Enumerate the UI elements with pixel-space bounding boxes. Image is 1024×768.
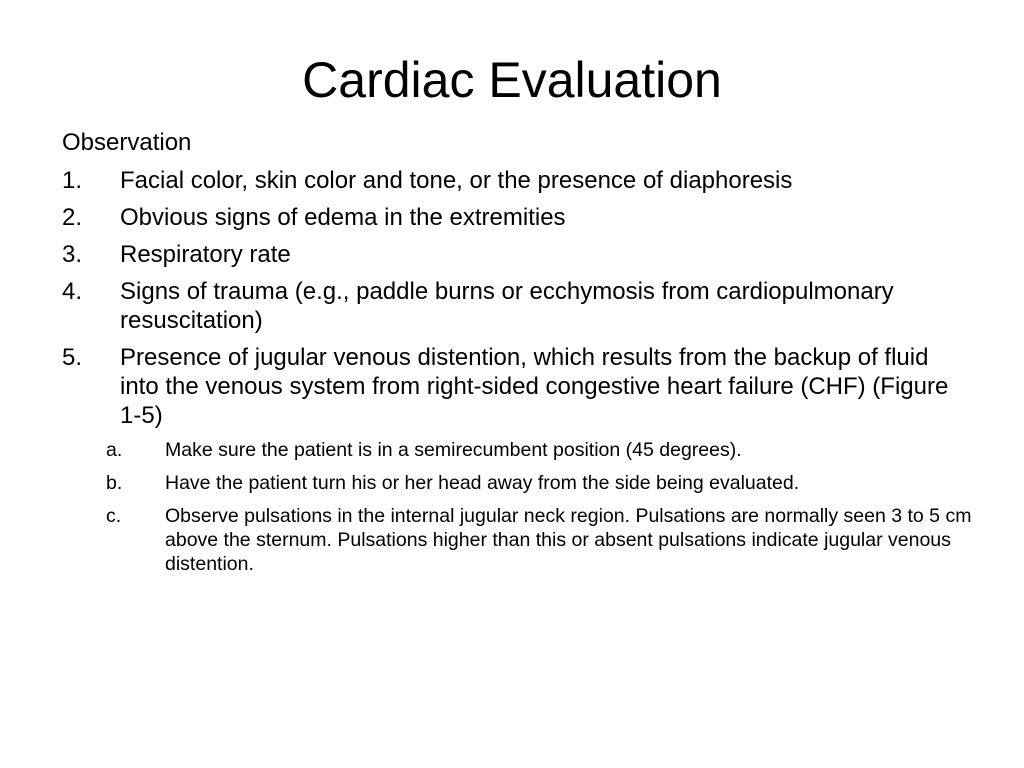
sub-list-item <box>62 471 972 495</box>
list-item-text: Facial color, skin color and tone, or the presence of diaphoresis <box>120 167 793 194</box>
list-item-text: Respiratory rate <box>120 241 291 268</box>
list-item <box>62 203 972 232</box>
sub-list-item-letter: a. <box>106 439 123 461</box>
list-item-number: 5. <box>62 344 83 371</box>
sub-list-item-letter: b. <box>106 472 123 494</box>
sub-list-item <box>62 504 972 576</box>
list-item-number: 3. <box>62 241 83 268</box>
sub-list-item-letter: c. <box>106 505 122 527</box>
list-item <box>62 277 972 335</box>
list-item <box>62 343 972 430</box>
list-item-text: Signs of trauma (e.g., paddle burns or ecchymosis from cardiopulmonary resuscitation) <box>120 278 894 334</box>
section-heading: Observation <box>62 129 192 156</box>
sub-list-item-text: Make sure the patient is in a semirecumbent position (45 degrees). <box>165 439 742 461</box>
list-item-number: 2. <box>62 204 83 231</box>
list-item <box>62 240 972 269</box>
list-item-number: 4. <box>62 278 83 305</box>
sub-list-item-text: Have the patient turn his or her head away from the side being evaluated. <box>165 472 800 494</box>
list-item <box>62 166 972 195</box>
slide-body <box>62 128 972 585</box>
list-item-text: Obvious signs of edema in the extremities <box>120 204 566 231</box>
list-item-number: 1. <box>62 167 83 194</box>
list-item-text: Presence of jugular venous distention, which results from the backup of fluid into the venous system from right-sided congestive heart failure (CHF) (Figure 1-5) <box>120 344 949 429</box>
sub-list-item <box>62 438 972 462</box>
sub-list-item-text: Observe pulsations in the internal jugular neck region. Pulsations are normally seen 3 to 5 cm above the sternum. Pulsations higher than this or absent pulsations indicate jugular venous distention. <box>165 505 972 575</box>
slide-title: Cardiac Evaluation <box>302 52 722 108</box>
